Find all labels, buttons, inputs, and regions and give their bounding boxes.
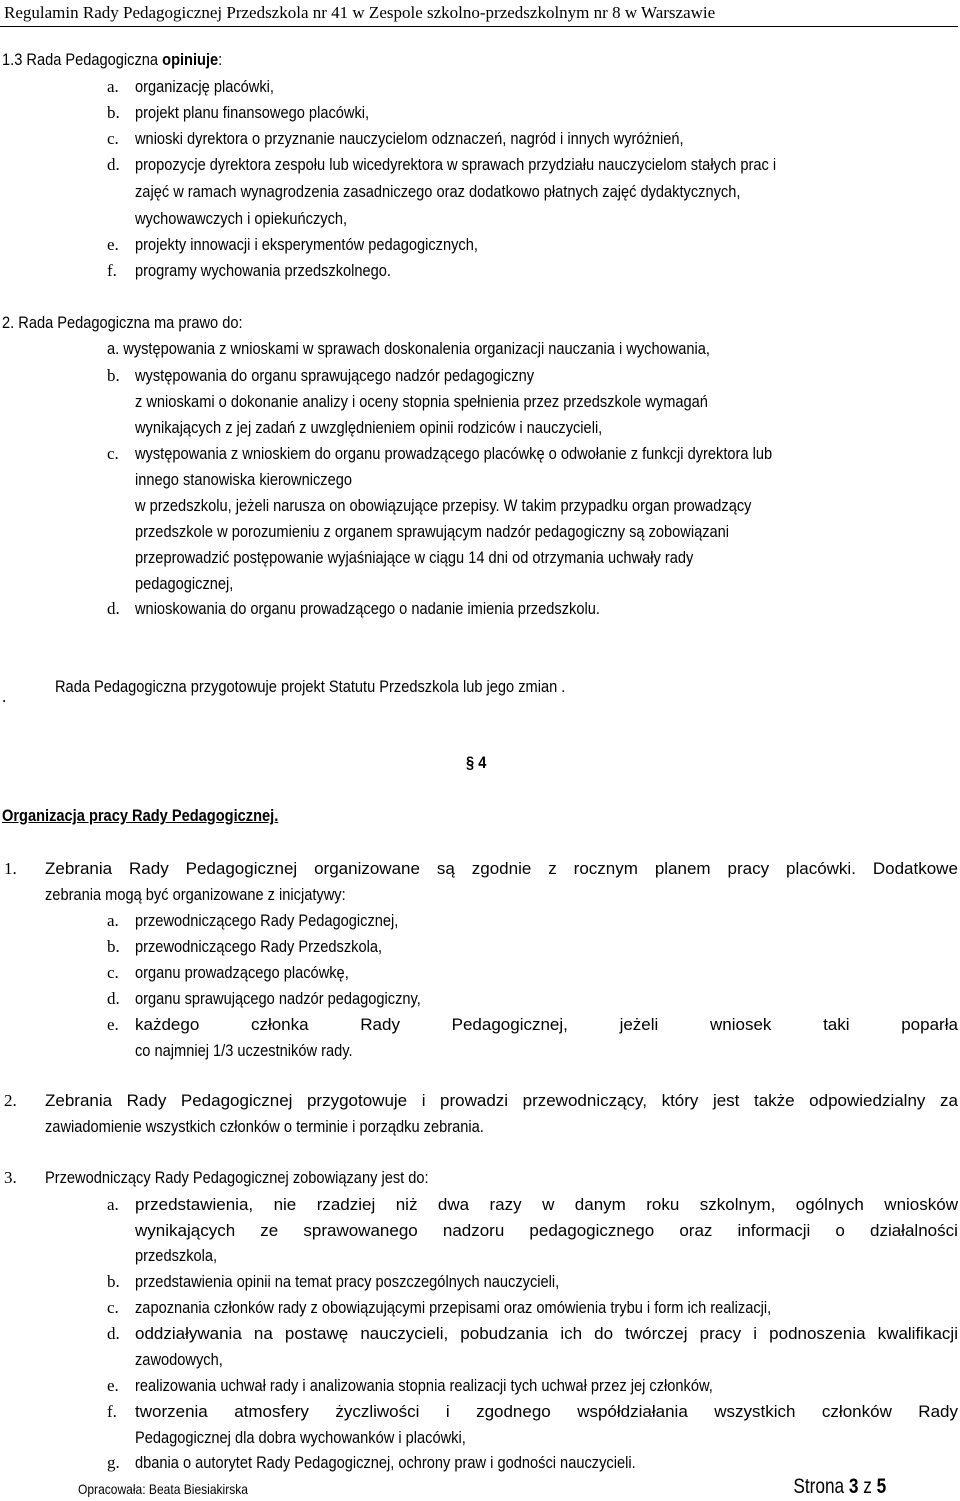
word: do: [594, 1324, 614, 1343]
section-2-heading: 2. Rada Pedagogiczna ma prawo do:: [2, 313, 243, 332]
list-item-continued: w przedszkolu, jeżeli narusza on obowiązujące przepisy. W takim przypadku organ prowadzący: [135, 496, 752, 515]
word: odpowiedzialny: [809, 1091, 926, 1110]
word: przedstawienia,: [135, 1195, 254, 1214]
header-rule: [0, 26, 958, 27]
paragraph-number: 3.: [4, 1168, 17, 1187]
word: Dodatkowe: [872, 859, 958, 878]
list-item: projekt planu finansowego placówki,: [135, 103, 370, 122]
word: członków: [821, 1402, 892, 1421]
word: z: [548, 859, 557, 878]
list-letter: e.: [107, 1015, 119, 1034]
word: kwalifikacji: [877, 1324, 958, 1343]
section-4-title: Organizacja pracy Rady Pedagogicznej.: [2, 806, 279, 825]
list-item-continued: zawodowych,: [135, 1350, 223, 1369]
paragraph-1-line-1: [45, 858, 958, 880]
list-item-continued: zajęć w ramach wynagrodzenia zasadniczego oraz dodatkowo płatnych zajęć dydaktycznych,: [135, 182, 741, 201]
list-letter: d.: [107, 155, 120, 174]
list-letter: a.: [107, 77, 119, 96]
word: pracy: [699, 1324, 742, 1343]
word: prowadzi: [440, 1091, 509, 1110]
word: i: [445, 1402, 450, 1421]
paragraph-3-intro: Przewodniczący Rady Pedagogicznej zobowiązany jest do:: [45, 1168, 429, 1187]
list-item-continued: przedszkola,: [135, 1246, 218, 1265]
list-item: organu sprawującego nadzór pedagogiczny,: [135, 989, 421, 1008]
list-item: programy wychowania przedszkolnego.: [135, 261, 391, 280]
word: Rady: [129, 859, 169, 878]
paragraph-2-line-2: zawiadomienie wszystkich członków o terminie i porządku zebrania.: [45, 1117, 484, 1136]
word: oddziaływania: [135, 1324, 242, 1343]
word: który: [661, 1091, 699, 1110]
list-item: organu prowadzącego placówkę,: [135, 963, 349, 982]
word: tworzenia: [135, 1402, 208, 1421]
word: wynikających: [135, 1221, 236, 1240]
section-4-mark: § 4: [466, 753, 487, 772]
word: taki: [823, 1015, 850, 1034]
list-item-continued: co najmniej 1/3 uczestników rady.: [135, 1041, 353, 1060]
word: Zebrania: [45, 859, 113, 878]
word: roku: [646, 1195, 680, 1214]
list-letter: b.: [107, 937, 120, 956]
list-letter: b.: [107, 1272, 120, 1291]
word: atmosfery: [234, 1402, 309, 1421]
word: rocznym: [573, 859, 638, 878]
list-letter: f.: [107, 261, 117, 280]
word: nauczycieli,: [360, 1324, 449, 1343]
list-letter: b.: [107, 366, 120, 385]
word: jest: [712, 1091, 740, 1110]
word: ogólnych: [795, 1195, 864, 1214]
list-letter: d.: [107, 1324, 120, 1343]
statute-sentence: Rada Pedagogiczna przygotowuje projekt Statutu Przedszkola lub jego zmian .: [55, 677, 566, 696]
list-item-continued: wynikających z jej zadań z uwzględnieniem opinii rodziców i nauczycieli,: [135, 418, 603, 437]
word: wszystkich: [714, 1402, 796, 1421]
list-item: wnioski dyrektora o przyznanie nauczycielom odznaczeń, nagród i innych wyróżnień,: [135, 129, 684, 148]
list-item-continued: Pedagogicznej dla dobra wychowanków i placówki,: [135, 1428, 466, 1447]
word: Rady: [918, 1402, 958, 1421]
list-item-justified: [135, 1194, 958, 1216]
list-letter: e.: [107, 235, 119, 254]
list-item-justified: [135, 1014, 958, 1036]
list-letter: c.: [107, 129, 119, 148]
word: jeżeli: [619, 1015, 659, 1034]
page-header: [0, 0, 960, 30]
paragraph-number: 2.: [4, 1091, 17, 1110]
word: sprawowanego: [303, 1221, 418, 1240]
word: postawę: [284, 1324, 349, 1343]
list-letter: c.: [107, 444, 119, 463]
word: działalności: [870, 1221, 958, 1240]
paragraph-1-line-2: zebrania mogą być organizowane z inicjatywy:: [45, 885, 346, 904]
list-letter: c.: [107, 963, 119, 982]
word: informacji: [737, 1221, 811, 1240]
word: planem: [654, 859, 711, 878]
list-item: realizowania uchwał rady i analizowania stopnia realizacji tych uchwał przez jej członków,: [135, 1376, 713, 1395]
page-number: Strona 3 z 5: [793, 1475, 886, 1498]
word: pracy: [727, 859, 770, 878]
paragraph-2-line-1: [45, 1090, 958, 1112]
list-item-continued: innego stanowiska kierowniczego: [135, 470, 352, 489]
list-item-continued: przeprowadzić postępowanie wyjaśniające w ciągu 14 dni od otrzymania uchwały rady: [135, 548, 694, 567]
list-letter: e.: [107, 1376, 119, 1395]
word: Pedagogicznej,: [451, 1015, 568, 1034]
stray-dot: .: [2, 687, 7, 706]
word: nadzoru: [442, 1221, 505, 1240]
word: pedagogicznego: [529, 1221, 655, 1240]
list-letter: g.: [107, 1453, 120, 1472]
word: Rady: [360, 1015, 400, 1034]
word: członka: [250, 1015, 309, 1034]
word: życzliwości: [335, 1402, 420, 1421]
list-item: wnioskowania do organu prowadzącego o nadanie imienia przedszkolu.: [135, 599, 600, 618]
word: zgodnego: [476, 1402, 551, 1421]
paragraph-number: 1.: [4, 859, 17, 878]
word: zgodnie: [471, 859, 532, 878]
list-item-justified: [135, 1401, 958, 1423]
list-item: dbania o autorytet Rady Pedagogicznej, ochrony praw i godności nauczycieli.: [135, 1453, 636, 1472]
list-item: przewodniczącego Rady Pedagogicznej,: [135, 911, 399, 930]
word: twórczej: [625, 1324, 688, 1343]
list-letter: b.: [107, 103, 120, 122]
word: wniosków: [884, 1195, 958, 1214]
word: każdego: [135, 1015, 200, 1034]
word: w: [542, 1195, 555, 1214]
list-item-justified: [135, 1220, 958, 1242]
section-1-3-heading: 1.3 Rada Pedagogiczna opiniuje:: [2, 50, 223, 69]
word: wniosek: [709, 1015, 772, 1034]
word: Pedagogicznej: [180, 1091, 293, 1110]
word: poparła: [901, 1015, 958, 1034]
list-letter: a.: [107, 911, 119, 930]
word: organizowane: [314, 859, 420, 878]
list-item-continued: przedszkole w porozumieniu z organem sprawującym nadzór pedagogiczny są zobowiązani: [135, 522, 730, 541]
list-item: propozycje dyrektora zespołu lub wicedyrektora w sprawach przydziału nauczycielom stałych prac i: [135, 155, 777, 174]
document-title: Regulamin Rady Pedagogicznej Przedszkola nr 41 w Zespole szkolno-przedszkolnym nr 8 w Warszawie: [4, 3, 716, 22]
list-letter: f.: [107, 1402, 117, 1421]
word: Rady: [126, 1091, 167, 1110]
word: dwa: [437, 1195, 470, 1214]
list-item: zapoznania członków rady z obowiązującymi przepisami oraz omówienia trybu i form ich realizacji,: [135, 1298, 772, 1317]
list-item: organizację placówki,: [135, 77, 274, 96]
word: Zebrania: [45, 1091, 113, 1110]
word: podnoszenia: [769, 1324, 866, 1343]
list-letter: d.: [107, 599, 120, 618]
list-letter: a.: [107, 1195, 119, 1214]
list-item-justified: [135, 1323, 958, 1345]
word: Pedagogicznej: [185, 859, 298, 878]
list-item-continued: pedagogicznej,: [135, 574, 234, 593]
word: są: [436, 859, 455, 878]
word: oraz: [679, 1221, 713, 1240]
word: placówki.: [786, 859, 856, 878]
page-footer: [0, 1475, 960, 1501]
list-item: przedstawienia opinii na temat pracy poszczególnych nauczycieli,: [135, 1272, 560, 1291]
list-item: występowania do organu sprawującego nadzór pedagogiczny: [135, 366, 535, 385]
word: i: [753, 1324, 758, 1343]
word: przewodniczący,: [522, 1091, 648, 1110]
list-item: występowania z wnioskiem do organu prowadzącego placówkę o odwołanie z funkcji dyrektora lub: [135, 444, 773, 463]
word: danym: [574, 1195, 626, 1214]
word: niż: [395, 1195, 418, 1214]
word: ich: [560, 1324, 583, 1343]
word: pobudzania: [460, 1324, 549, 1343]
word: rzadziej: [316, 1195, 376, 1214]
list-letter: c.: [107, 1298, 119, 1317]
list-item-continued: wychowawczych i opiekuńczych,: [135, 209, 348, 228]
word: o: [835, 1221, 845, 1240]
list-item: przewodniczącego Rady Przedszkola,: [135, 937, 383, 956]
word: za: [939, 1091, 958, 1110]
list-letter: d.: [107, 989, 120, 1008]
word: ze: [260, 1221, 279, 1240]
word: razy: [489, 1195, 522, 1214]
word: na: [253, 1324, 273, 1343]
word: współdziałania: [577, 1402, 688, 1421]
footer-author: Opracowała: Beata Biesiakirska: [78, 1481, 248, 1497]
word: nie: [273, 1195, 297, 1214]
list-item-continued: z wnioskami o dokonanie analizy i oceny stopnia spełnienia przez przedszkole wymagań: [135, 392, 708, 411]
word: także: [753, 1091, 795, 1110]
word: przygotowuje: [306, 1091, 408, 1110]
list-item: a. występowania z wnioskami w sprawach doskonalenia organizacji nauczania i wychowania,: [107, 339, 710, 358]
list-item: projekty innowacji i eksperymentów pedagogicznych,: [135, 235, 478, 254]
word: szkolnym,: [699, 1195, 776, 1214]
word: i: [421, 1091, 426, 1110]
